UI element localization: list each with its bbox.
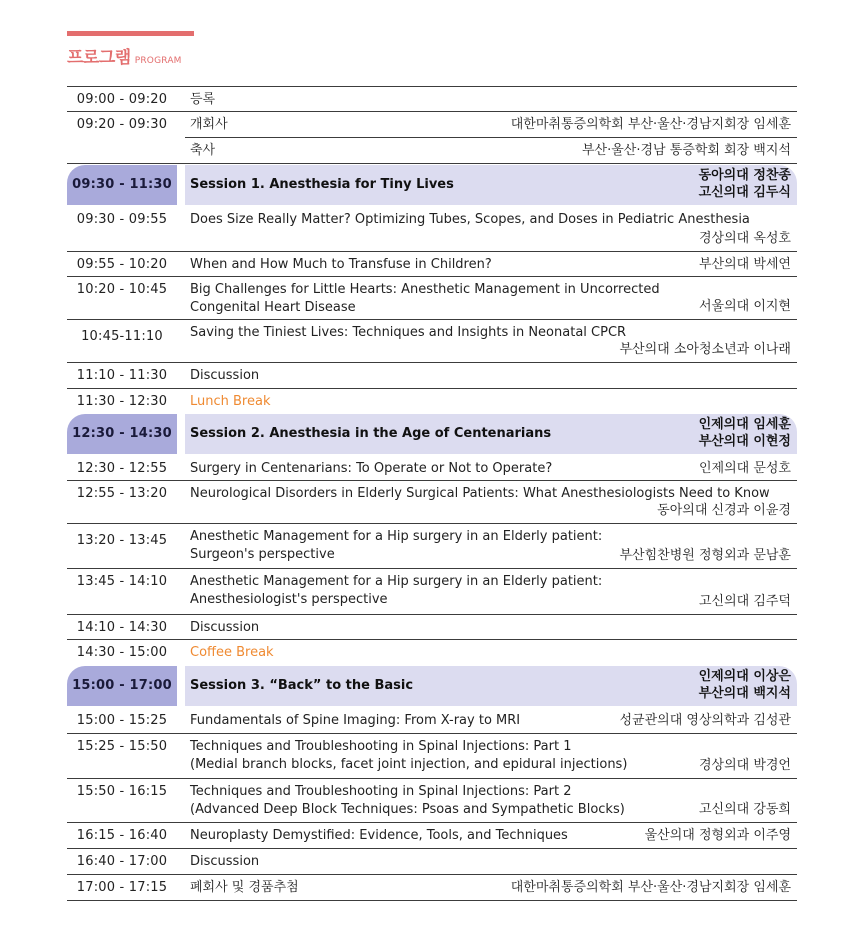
session-header	[67, 414, 797, 456]
time-slot: 09:20 - 09:30	[76, 117, 168, 132]
time-slot: 10:20 - 10:45	[76, 282, 168, 297]
time-slot: 11:10 - 11:30	[76, 368, 168, 383]
schedule-row	[67, 389, 797, 414]
time-slot: 14:30 - 15:00	[76, 645, 168, 660]
schedule-row	[67, 779, 797, 823]
time-slot: 15:00 - 15:25	[76, 713, 168, 728]
time-slot: 14:10 - 14:30	[76, 620, 168, 635]
speaker: 울산의대 정형외과 이주영	[644, 828, 791, 843]
lecture-title: Big Challenges for Little Hearts: Anesthetic Management in Uncorrected Congenital Heart Disease	[190, 282, 660, 315]
time-slot: 09:00 - 09:20	[76, 92, 168, 107]
schedule-row	[67, 363, 797, 389]
schedule-row	[67, 252, 797, 277]
program-schedule	[67, 86, 797, 901]
time-slot: 10:45-11:10	[81, 329, 163, 344]
lecture-title: Techniques and Troubleshooting in Spinal Injections: Part 1 (Medial branch blocks, facet joint injection, and epidural injections)	[190, 739, 628, 772]
lecture-title: Anesthetic Management for a Hip surgery in an Elderly patient: Anesthesiologist's perspective	[190, 574, 603, 607]
speaker: 부산의대 박세연	[698, 257, 791, 272]
session-title: 개회사	[190, 117, 228, 132]
schedule-row	[67, 615, 797, 640]
speaker: 부산힘찬병원 정형외과 문남훈	[619, 548, 791, 563]
session-header	[67, 666, 797, 708]
time-slot: 13:20 - 13:45	[76, 533, 168, 548]
break-title: Coffee Break	[190, 645, 274, 660]
lecture-title: When and How Much to Transfuse in Children?	[190, 257, 492, 272]
session-name: Session 2. Anesthesia in the Age of Centenarians	[190, 426, 552, 441]
schedule-row	[67, 569, 797, 615]
session-chairs	[699, 167, 791, 201]
session-title: Discussion	[190, 854, 260, 869]
schedule-row	[67, 320, 797, 363]
session-name: Session 3. “Back” to the Basic	[190, 678, 414, 693]
session-title: 폐회사 및 경품추첨	[190, 880, 299, 895]
speaker: 부산의대 소아청소년과 이나래	[619, 342, 791, 357]
chair: 인제의대 임세훈	[698, 417, 791, 432]
speaker: 동아의대 신경과 이윤경	[657, 503, 791, 518]
lecture-title: Fundamentals of Spine Imaging: From X-ray to MRI	[190, 713, 521, 728]
speaker: 고신의대 김주덕	[698, 594, 791, 609]
session-title: 등록	[190, 92, 216, 107]
schedule-row	[67, 875, 797, 901]
time-slot: 15:25 - 15:50	[76, 739, 168, 754]
time-slot: 12:55 - 13:20	[76, 486, 168, 501]
page-title-korean: 프로그램	[67, 48, 131, 68]
chair: 인제의대 이상은	[698, 669, 791, 684]
speaker: 부산·울산·경남 통증학회 회장 백지석	[581, 143, 791, 158]
speaker: 성균관의대 영상의학과 김성관	[619, 713, 791, 728]
speaker: 경상의대 박경언	[698, 758, 791, 773]
schedule-row	[67, 456, 797, 481]
schedule-row	[67, 86, 797, 112]
lecture-title: Does Size Really Matter? Optimizing Tubes, Scopes, and Doses in Pediatric Anesthesia	[190, 212, 750, 227]
schedule-row	[67, 137, 797, 164]
session-time: 12:30 - 14:30	[67, 414, 177, 454]
session-title: Discussion	[190, 368, 260, 383]
lecture-title: Neuroplasty Demystified: Evidence, Tools, and Techniques	[190, 828, 568, 843]
time-slot: 12:30 - 12:55	[76, 461, 168, 476]
lecture-title: Techniques and Troubleshooting in Spinal Injections: Part 2 (Advanced Deep Block Techniques: Psoas and Sympathetic Blocks)	[190, 784, 625, 817]
chair: 고신의대 김두식	[698, 185, 791, 200]
schedule-row	[67, 112, 797, 137]
time-slot: 09:55 - 10:20	[76, 257, 168, 272]
session-title: Discussion	[190, 620, 260, 635]
time-slot: 16:40 - 17:00	[76, 854, 168, 869]
time-slot: 11:30 - 12:30	[76, 394, 168, 409]
time-slot: 17:00 - 17:15	[76, 880, 168, 895]
time-slot: 16:15 - 16:40	[76, 828, 168, 843]
chair: 부산의대 이현정	[698, 434, 791, 449]
speaker: 대한마취통증의학회 부산·울산·경남지회장 임세훈	[510, 117, 791, 132]
break-title: Lunch Break	[190, 394, 271, 409]
time-slot: 13:45 - 14:10	[76, 574, 168, 589]
session-title: 축사	[190, 143, 216, 158]
lecture-title: Neurological Disorders in Elderly Surgical Patients: What Anesthesiologists Need to Know	[190, 486, 770, 501]
session-name: Session 1. Anesthesia for Tiny Lives	[190, 177, 454, 192]
lecture-title: Surgery in Centenarians: To Operate or Not to Operate?	[190, 461, 553, 476]
header-accent-bar	[67, 31, 194, 36]
page-title	[67, 43, 182, 68]
session-time: 09:30 - 11:30	[67, 165, 177, 205]
schedule-row	[67, 640, 797, 666]
speaker: 서울의대 이지현	[698, 299, 791, 314]
lecture-title: Anesthetic Management for a Hip surgery in an Elderly patient: Surgeon's perspective	[190, 529, 603, 562]
chair: 동아의대 정찬종	[698, 168, 791, 183]
time-slot	[67, 137, 177, 141]
schedule-row	[67, 524, 797, 569]
schedule-row	[67, 277, 797, 320]
session-chairs	[699, 416, 791, 450]
schedule-row	[67, 481, 797, 524]
chair: 부산의대 백지석	[698, 686, 791, 701]
speaker: 인제의대 문성호	[698, 461, 791, 476]
schedule-row	[67, 823, 797, 849]
schedule-row	[67, 734, 797, 779]
speaker: 경상의대 옥성호	[698, 231, 791, 246]
speaker: 고신의대 강동희	[698, 802, 791, 817]
session-time: 15:00 - 17:00	[67, 666, 177, 706]
session-chairs	[699, 668, 791, 702]
schedule-row	[67, 708, 797, 734]
session-header	[67, 165, 797, 207]
page-title-english: PROGRAM	[134, 56, 182, 66]
schedule-row	[67, 207, 797, 252]
time-slot: 09:30 - 09:55	[76, 212, 168, 227]
schedule-row	[67, 849, 797, 875]
speaker: 대한마취통증의학회 부산·울산·경남지회장 임세훈	[510, 880, 791, 895]
time-slot: 15:50 - 16:15	[76, 784, 168, 799]
lecture-title: Saving the Tiniest Lives: Techniques and Insights in Neonatal CPCR	[190, 325, 627, 340]
